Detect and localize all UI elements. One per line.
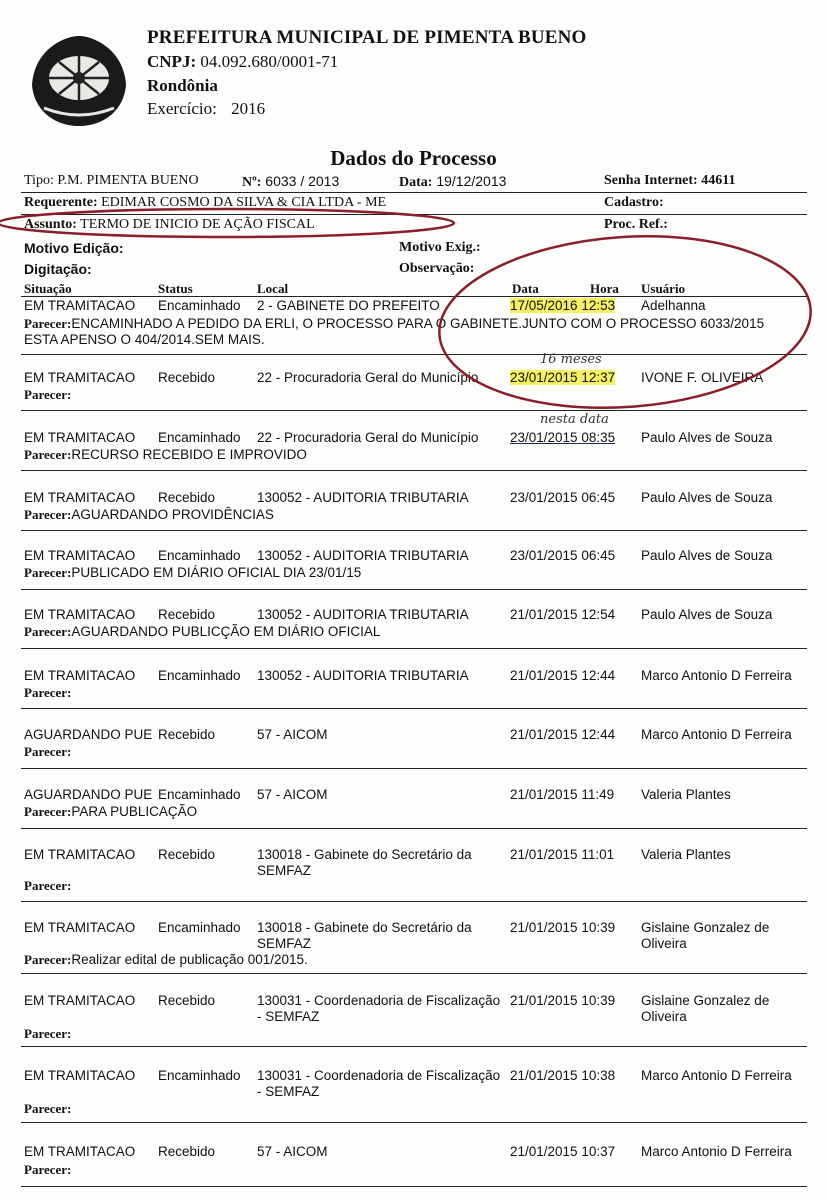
situacao: EM TRAMITACAO — [24, 548, 136, 563]
data-hora-highlight — [510, 370, 615, 385]
status: Encaminhado — [158, 1068, 241, 1083]
data-hora — [510, 920, 615, 935]
situacao: EM TRAMITACAO — [24, 993, 136, 1008]
parecer-label: Parecer: — [24, 952, 72, 967]
status: Recebido — [158, 490, 216, 505]
parecer — [24, 744, 71, 760]
hora: 10:37 — [581, 1144, 616, 1159]
col-hora: Hora — [590, 281, 619, 296]
org-name: PREFEITURA MUNICIPAL DE PIMENTA BUENO — [147, 27, 587, 48]
row-divider — [21, 648, 807, 649]
local: 130018 - Gabinete do Secretário da SEMFAZ — [257, 847, 472, 878]
situacao: AGUARDANDO PUE — [24, 787, 153, 802]
status: Recebido — [158, 727, 216, 742]
parecer — [24, 1026, 71, 1042]
usuario: Valeria Plantes — [641, 847, 731, 862]
row-divider — [21, 530, 807, 531]
local: 22 - Procuradoria Geral do Município — [257, 430, 479, 445]
local: 22 - Procuradoria Geral do Município — [257, 370, 479, 385]
situacao: EM TRAMITACAO — [24, 668, 136, 683]
parecer-text: ENCAMINHADO A PEDIDO DA ERLI, O PROCESSO PARA O GABINETE.JUNTO COM O PROCESSO 6033/2015 — [71, 316, 765, 331]
data-hora — [510, 847, 614, 862]
observacao-label: Observação: — [399, 261, 475, 276]
numero-label: Nº: — [242, 175, 262, 190]
local: 57 - AICOM — [257, 1144, 328, 1159]
data-label: Data: — [399, 175, 433, 190]
status: Recebido — [158, 607, 216, 622]
parecer-text: AGUARDANDO PUBLICÇÃO EM DIÁRIO OFICIAL — [71, 624, 381, 639]
status: Encaminhado — [158, 787, 241, 802]
data-hora — [510, 1068, 615, 1083]
data-value: 19/12/2013 — [436, 173, 507, 189]
requerente-label: Requerente: — [24, 195, 98, 210]
motivo-exig-label: Motivo Exig.: — [399, 240, 481, 255]
row-divider — [21, 1122, 807, 1123]
parecer-text: AGUARDANDO PROVIDÊNCIAS — [71, 507, 274, 522]
data: 21/01/2015 — [510, 607, 578, 622]
hora: 12:44 — [581, 727, 616, 742]
hora: 12:53 — [581, 298, 616, 313]
parecer-label: Parecer: — [24, 624, 72, 639]
situacao: EM TRAMITACAO — [24, 847, 136, 862]
tipo-label: Tipo: — [24, 173, 54, 188]
parecer — [24, 507, 274, 523]
assunto-field — [24, 217, 315, 233]
local: 130031 - Coordenadoria de Fiscalização - SEMFAZ — [257, 993, 501, 1024]
document-title: Dados do Processo — [330, 146, 497, 170]
senha-label: Senha Internet: — [604, 173, 698, 188]
handwritten-note-nesta-data: nesta data — [540, 412, 609, 427]
data-hora-highlight — [510, 298, 615, 313]
situacao: EM TRAMITACAO — [24, 607, 136, 622]
handwritten-note-months: 16 meses — [540, 352, 602, 367]
situacao: EM TRAMITACAO — [24, 370, 136, 385]
usuario: Marco Antonio D Ferreira — [641, 1068, 792, 1083]
digitacao-label: Digitação: — [24, 261, 92, 277]
senha-field — [604, 173, 735, 189]
parecer — [24, 387, 71, 403]
cnpj-value: 04.092.680/0001-71 — [200, 52, 339, 71]
parecer-label: Parecer: — [24, 387, 72, 402]
local: 130052 - AUDITORIA TRIBUTARIA — [257, 548, 469, 563]
local: 130052 - AUDITORIA TRIBUTARIA — [257, 490, 469, 505]
usuario: Gislaine Gonzalez de Oliveira — [641, 993, 770, 1024]
cadastro-label: Cadastro: — [604, 195, 664, 210]
usuario: Gislaine Gonzalez de Oliveira — [641, 920, 770, 951]
row-divider — [21, 410, 807, 411]
usuario: Paulo Alves de Souza — [641, 430, 773, 445]
data-hora — [510, 993, 615, 1008]
col-situacao: Situação — [24, 281, 72, 296]
header-divider — [21, 296, 807, 297]
parecer-continued: ESTA APENSO O 404/2014.SEM MAIS. — [24, 332, 265, 347]
data-hora — [510, 548, 615, 563]
situacao: EM TRAMITACAO — [24, 430, 136, 445]
usuario: Paulo Alves de Souza — [641, 548, 773, 563]
numero-value: 6033 / 2013 — [265, 173, 340, 189]
status: Recebido — [158, 370, 216, 385]
data: 21/01/2015 — [510, 668, 578, 683]
data: 21/01/2015 — [510, 1068, 578, 1083]
hora: 06:45 — [581, 490, 616, 505]
data-hora — [510, 430, 615, 445]
situacao: EM TRAMITACAO — [24, 1068, 136, 1083]
parecer — [24, 624, 380, 640]
row-divider — [21, 973, 807, 974]
data: 23/01/2015 — [510, 370, 578, 385]
hora: 06:45 — [581, 548, 616, 563]
hora: 12:44 — [581, 668, 616, 683]
procref-label: Proc. Ref.: — [604, 217, 668, 232]
data: 23/01/2015 — [510, 548, 578, 563]
usuario: Marco Antonio D Ferreira — [641, 668, 792, 683]
local: 130018 - Gabinete do Secretário da SEMFAZ — [257, 920, 472, 951]
assunto-label: Assunto: — [24, 217, 77, 232]
row-divider — [21, 901, 807, 902]
parecer-label: Parecer: — [24, 565, 72, 580]
cnpj-label: CNPJ: — [147, 52, 197, 71]
exercicio-value: 2016 — [231, 99, 266, 118]
divider — [21, 192, 807, 193]
parecer — [24, 952, 308, 968]
data: 21/01/2015 — [510, 993, 578, 1008]
data: 21/01/2015 — [510, 727, 578, 742]
col-data: Data — [512, 281, 539, 296]
tipo-value: P.M. PIMENTA BUENO — [57, 173, 199, 188]
status: Encaminhado — [158, 668, 241, 683]
usuario: Adelhanna — [641, 298, 706, 313]
municipal-emblem-logo — [24, 30, 134, 130]
usuario: Paulo Alves de Souza — [641, 490, 773, 505]
situacao: EM TRAMITACAO — [24, 490, 136, 505]
row-divider — [21, 354, 807, 355]
col-local: Local — [257, 281, 289, 296]
local: 57 - AICOM — [257, 787, 328, 802]
parecer-label: Parecer: — [24, 1026, 72, 1041]
parecer-label: Parecer: — [24, 744, 72, 759]
parecer-text: Realizar edital de publicação 001/2015. — [71, 952, 308, 967]
parecer-text: PUBLICADO EM DIÁRIO OFICIAL DIA 23/01/15 — [71, 565, 362, 580]
parecer — [24, 1162, 71, 1178]
status: Recebido — [158, 993, 216, 1008]
data: 21/01/2015 — [510, 1144, 578, 1159]
row-divider — [21, 768, 807, 769]
data: 21/01/2015 — [510, 847, 578, 862]
situacao: EM TRAMITACAO — [24, 920, 136, 935]
parecer-text: RECURSO RECEBIDO E IMPROVIDO — [71, 447, 307, 462]
row-divider — [21, 1186, 807, 1187]
row-divider — [21, 589, 807, 590]
situacao: AGUARDANDO PUE — [24, 727, 153, 742]
local: 130031 - Coordenadoria de Fiscalização - SEMFAZ — [257, 1068, 501, 1099]
situacao: EM TRAMITACAO — [24, 1144, 136, 1159]
data-field — [399, 173, 506, 191]
hora: 10:39 — [581, 920, 616, 935]
local: 57 - AICOM — [257, 727, 328, 742]
data-hora — [510, 490, 615, 505]
hora: 08:35 — [581, 430, 616, 445]
parecer-label: Parecer: — [24, 1101, 72, 1116]
col-usuario: Usuário — [641, 281, 686, 296]
tipo-field — [24, 173, 199, 189]
requerente-value: EDIMAR COSMO DA SILVA & CIA LTDA - ME — [101, 195, 387, 210]
usuario: IVONE F. OLIVEIRA — [641, 370, 764, 385]
state-name: Rondônia — [147, 76, 218, 95]
data-hora — [510, 787, 614, 802]
parecer-label: Parecer: — [24, 1162, 72, 1177]
parecer — [24, 804, 197, 820]
motivo-edicao-label: Motivo Edição: — [24, 240, 124, 256]
status: Recebido — [158, 847, 216, 862]
row-divider — [21, 1046, 807, 1047]
status: Encaminhado — [158, 298, 241, 313]
data-hora — [510, 607, 615, 622]
usuario: Marco Antonio D Ferreira — [641, 727, 792, 742]
row-divider — [21, 828, 807, 829]
cnpj-line — [147, 52, 338, 72]
row-divider — [21, 470, 807, 471]
hora: 11:01 — [581, 847, 615, 862]
situacao: EM TRAMITACAO — [24, 298, 136, 313]
status: Encaminhado — [158, 430, 241, 445]
local: 2 - GABINETE DO PREFEITO — [257, 298, 440, 313]
data: 23/01/2015 — [510, 490, 578, 505]
parecer — [24, 447, 307, 463]
data-hora — [510, 1144, 615, 1159]
status: Recebido — [158, 1144, 216, 1159]
numero-field — [242, 173, 339, 191]
usuario: Valeria Plantes — [641, 787, 731, 802]
hora: 12:37 — [581, 370, 616, 385]
local: 130052 - AUDITORIA TRIBUTARIA — [257, 668, 469, 683]
hora: 12:54 — [581, 607, 616, 622]
parecer — [24, 878, 71, 894]
exercicio-line — [147, 99, 265, 119]
local: 130052 - AUDITORIA TRIBUTARIA — [257, 607, 469, 622]
data: 21/01/2015 — [510, 920, 578, 935]
parecer-label: Parecer: — [24, 685, 72, 700]
col-status: Status — [158, 281, 193, 296]
data: 23/01/2015 — [510, 430, 578, 445]
status: Encaminhado — [158, 920, 241, 935]
assunto-value: TERMO DE INICIO DE AÇÃO FISCAL — [80, 217, 315, 232]
usuario: Marco Antonio D Ferreira — [641, 1144, 792, 1159]
parecer-label: Parecer: — [24, 878, 72, 893]
parecer — [24, 565, 361, 581]
data-hora — [510, 668, 615, 683]
divider — [21, 214, 807, 215]
data: 17/05/2016 — [510, 298, 578, 313]
parecer-label: Parecer: — [24, 316, 72, 331]
parecer-label: Parecer: — [24, 804, 72, 819]
senha-value: 44611 — [701, 173, 736, 188]
data-hora — [510, 727, 615, 742]
hora: 10:39 — [581, 993, 616, 1008]
usuario: Paulo Alves de Souza — [641, 607, 773, 622]
hora: 10:38 — [581, 1068, 616, 1083]
row-divider — [21, 708, 807, 709]
status: Encaminhado — [158, 548, 241, 563]
requerente-field — [24, 195, 386, 211]
exercicio-label: Exercício: — [147, 99, 217, 118]
parecer — [24, 1101, 71, 1117]
parecer — [24, 316, 764, 332]
parecer — [24, 685, 71, 701]
hora: 11:49 — [581, 787, 615, 802]
data: 21/01/2015 — [510, 787, 578, 802]
parecer-label: Parecer: — [24, 507, 72, 522]
parecer-text: PARA PUBLICAÇÃO — [71, 804, 198, 819]
parecer-label: Parecer: — [24, 447, 72, 462]
